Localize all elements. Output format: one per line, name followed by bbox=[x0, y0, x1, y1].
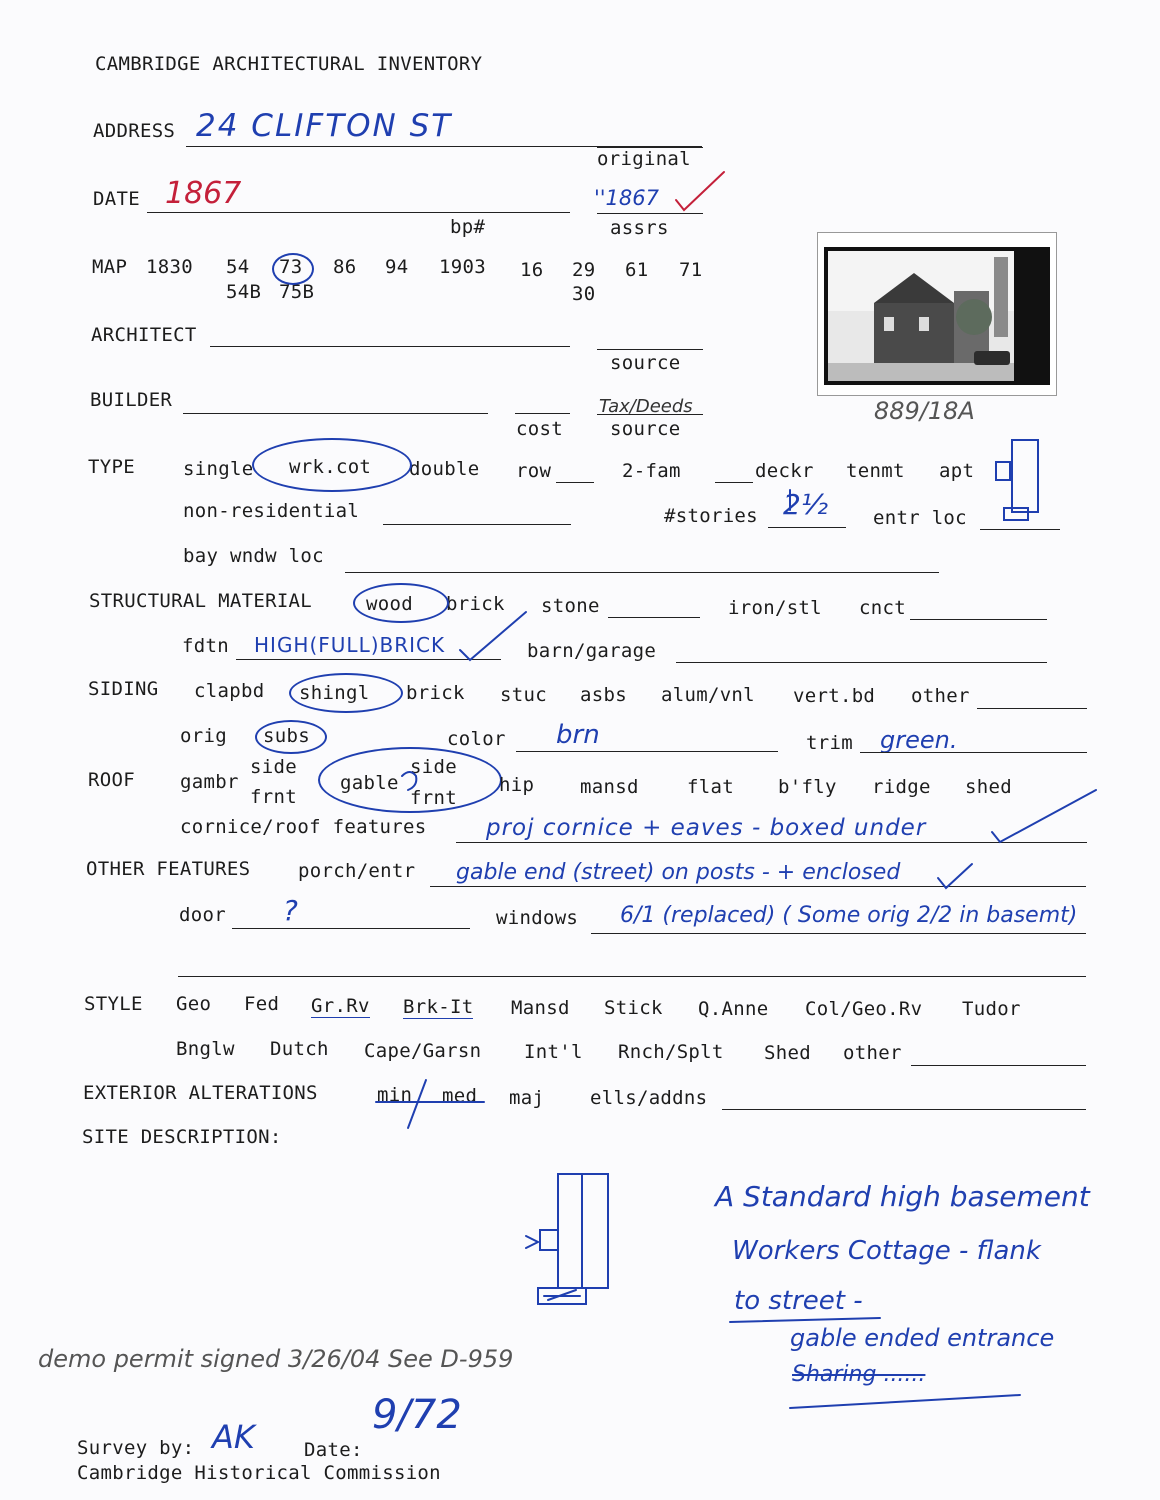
bp-label: bp# bbox=[450, 216, 486, 238]
style-option: Tudor bbox=[962, 998, 1021, 1020]
roof-frnt-label-2: frnt bbox=[410, 787, 457, 809]
photo-caption: 889/18A bbox=[874, 397, 975, 425]
cost-label: cost bbox=[516, 418, 563, 440]
style-label: STYLE bbox=[84, 993, 143, 1015]
note-line-3: to street - bbox=[734, 1286, 863, 1316]
style-option: Mansd bbox=[511, 997, 570, 1019]
roof-option: ridge bbox=[872, 776, 931, 798]
original-label: original bbox=[597, 148, 691, 170]
address-value: 24 CLIFTON ST bbox=[196, 108, 453, 144]
entr-loc-label: entr loc bbox=[873, 507, 967, 529]
siding-option: other bbox=[911, 685, 970, 707]
siding-label: SIDING bbox=[88, 678, 159, 700]
cornice-value: proj cornice + eaves - boxed under bbox=[486, 815, 927, 841]
nonres-label: non-residential bbox=[183, 500, 360, 522]
type-option-circled: wrk.cot bbox=[289, 456, 372, 478]
siding-option: brick bbox=[406, 682, 465, 704]
style-option: Q.Anne bbox=[698, 998, 769, 1020]
style-option-underlined: Gr.Rv bbox=[311, 995, 370, 1017]
type-option: single bbox=[183, 458, 254, 480]
map-year: 86 bbox=[333, 256, 357, 278]
builder-label: BUILDER bbox=[90, 389, 173, 411]
demo-permit-note: demo permit signed 3/26/04 See D-959 bbox=[38, 1345, 514, 1373]
style-option: Stick bbox=[604, 997, 663, 1019]
barn-garage-label: barn/garage bbox=[527, 640, 657, 662]
map-year: 1903 bbox=[439, 256, 486, 278]
style-option: other bbox=[843, 1042, 902, 1064]
roof-side-label-2: side bbox=[410, 756, 457, 778]
type-option: 2-fam bbox=[622, 460, 681, 482]
address-label: ADDRESS bbox=[93, 120, 176, 142]
structural-option: cnct bbox=[859, 597, 906, 619]
note-line-1: A Standard high basement bbox=[715, 1180, 1090, 1213]
siding-option-circled: shingl bbox=[299, 682, 370, 704]
orig-label: orig bbox=[180, 725, 227, 747]
date-value: 1867 bbox=[165, 176, 242, 211]
cornice-label: cornice/roof features bbox=[180, 816, 427, 838]
commission-label: Cambridge Historical Commission bbox=[77, 1462, 441, 1484]
bay-window-label: bay wndw loc bbox=[183, 545, 324, 567]
map-year: 71 bbox=[679, 259, 703, 281]
stories-label: #stories bbox=[664, 505, 758, 527]
survey-label: Survey by: bbox=[77, 1437, 195, 1459]
type-option: row bbox=[516, 460, 552, 482]
siding-option: asbs bbox=[580, 684, 627, 706]
form-title: CAMBRIDGE ARCHITECTURAL INVENTORY bbox=[95, 53, 483, 75]
style-option: Geo bbox=[176, 993, 212, 1015]
siding-option: alum/vnl bbox=[661, 684, 755, 706]
roof-option: shed bbox=[965, 776, 1012, 798]
type-option: tenmt bbox=[846, 460, 905, 482]
structural-option: iron/stl bbox=[728, 597, 822, 619]
door-label: door bbox=[179, 904, 226, 926]
note-line-4: gable ended entrance bbox=[790, 1324, 1055, 1352]
architect-label: ARCHITECT bbox=[91, 324, 197, 346]
structural-option-circled: wood bbox=[366, 593, 413, 615]
roof-side-label: side bbox=[250, 756, 297, 778]
architect-source-label: source bbox=[610, 352, 681, 374]
assrs-label: assrs bbox=[610, 217, 669, 239]
map-year: 75B bbox=[279, 281, 315, 303]
date-footer-value: 9/72 bbox=[372, 1392, 462, 1438]
type-option: apt bbox=[939, 460, 975, 482]
siding-option: clapbd bbox=[194, 680, 265, 702]
alteration-option: med bbox=[442, 1085, 478, 1107]
windows-value: 6/1 (replaced) ( Some orig 2/2 in basemt) bbox=[620, 903, 1078, 928]
style-option: Rnch/Splt bbox=[618, 1041, 724, 1063]
roof-option-circled: gable bbox=[340, 772, 399, 794]
structural-option: brick bbox=[446, 593, 505, 615]
map-year: 54 bbox=[226, 256, 250, 278]
style-option: Int'l bbox=[524, 1041, 583, 1063]
roof-option: mansd bbox=[580, 776, 639, 798]
map-year: 94 bbox=[385, 256, 409, 278]
style-option: Shed bbox=[764, 1042, 811, 1064]
type-label: TYPE bbox=[88, 456, 135, 478]
map-year: 1830 bbox=[146, 256, 193, 278]
note-line-2: Workers Cottage - flank bbox=[732, 1236, 1041, 1266]
survey-value: AK bbox=[212, 1418, 255, 1456]
note-struck: Sharing ...... bbox=[792, 1362, 926, 1387]
structural-option: stone bbox=[541, 595, 600, 617]
siding-option: vert.bd bbox=[793, 685, 876, 707]
fdtn-label: fdtn bbox=[182, 635, 229, 657]
trim-value: green. bbox=[880, 726, 958, 754]
map-year: 16 bbox=[520, 259, 544, 281]
windows-label: windows bbox=[496, 907, 579, 929]
porch-label: porch/entr bbox=[298, 860, 416, 882]
roof-option: hip bbox=[499, 774, 535, 796]
color-label: color bbox=[447, 728, 506, 750]
color-value: brn bbox=[556, 720, 600, 750]
roof-option: flat bbox=[687, 776, 734, 798]
map-year: 30 bbox=[572, 283, 596, 305]
alteration-option: maj bbox=[509, 1087, 545, 1109]
siding-option: stuc bbox=[500, 684, 547, 706]
structural-label: STRUCTURAL MATERIAL bbox=[89, 590, 313, 612]
porch-value: gable end (street) on posts - + enclosed bbox=[456, 860, 901, 885]
map-year-circled: 73 bbox=[279, 256, 303, 278]
alteration-option: ells/addns bbox=[590, 1087, 708, 1109]
map-year: 54B bbox=[226, 281, 262, 303]
style-option: Col/Geo.Rv bbox=[805, 998, 923, 1020]
style-option: Cape/Garsn bbox=[364, 1040, 482, 1062]
subs-label: subs bbox=[263, 725, 310, 747]
type-option: deckr bbox=[755, 460, 814, 482]
alteration-option: min bbox=[377, 1084, 413, 1106]
style-option-underlined: Brk-It bbox=[403, 996, 474, 1018]
date-label: DATE bbox=[93, 188, 140, 210]
map-year: 61 bbox=[625, 259, 649, 281]
builder-source-label: source bbox=[610, 418, 681, 440]
type-option: double bbox=[409, 458, 480, 480]
style-option: Fed bbox=[244, 993, 280, 1015]
trim-label: trim bbox=[806, 732, 853, 754]
assrs-value: ''1867 bbox=[594, 186, 659, 210]
stories-value: 2½ bbox=[783, 488, 828, 521]
fdtn-value: HIGH(FULL)BRICK bbox=[254, 633, 446, 657]
map-year: 29 bbox=[572, 259, 596, 281]
site-description-label: SITE DESCRIPTION: bbox=[82, 1126, 282, 1148]
other-features-label: OTHER FEATURES bbox=[86, 858, 251, 880]
style-option: Bnglw bbox=[176, 1038, 235, 1060]
roof-option: gambr bbox=[180, 771, 239, 793]
style-option: Dutch bbox=[270, 1038, 329, 1060]
alterations-label: EXTERIOR ALTERATIONS bbox=[83, 1082, 318, 1104]
builder-source-value: Tax/Deeds bbox=[599, 396, 693, 417]
map-label: MAP bbox=[92, 256, 128, 278]
door-value: ? bbox=[283, 894, 298, 927]
roof-frnt-label: frnt bbox=[250, 786, 297, 808]
roof-label: ROOF bbox=[88, 769, 135, 791]
roof-option: b'fly bbox=[778, 776, 837, 798]
date-footer-label: Date: bbox=[304, 1439, 363, 1461]
